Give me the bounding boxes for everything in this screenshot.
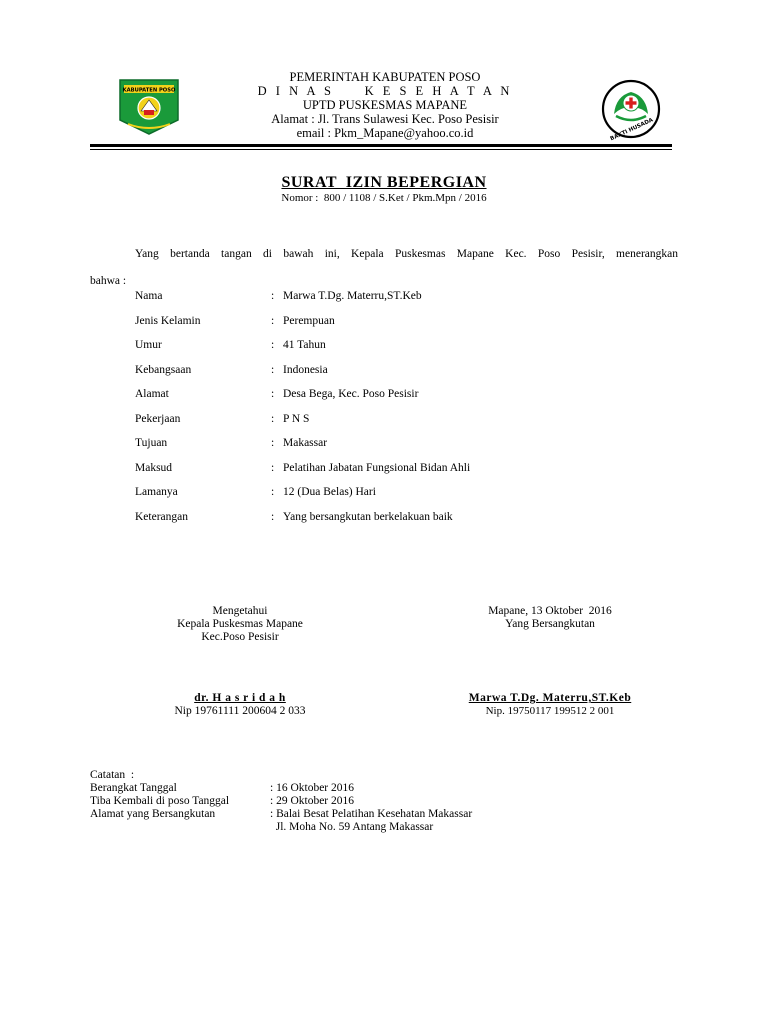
field-value: 12 (Dua Belas) Hari bbox=[283, 486, 376, 498]
field-colon: : bbox=[271, 339, 275, 351]
notes-heading: Catatan : bbox=[90, 769, 135, 781]
field-colon: : bbox=[271, 388, 275, 400]
bakti-husada-logo-icon bbox=[600, 76, 662, 142]
note-row-departure bbox=[90, 782, 355, 795]
field-colon: : bbox=[271, 462, 275, 474]
field-value: Makassar bbox=[283, 437, 328, 449]
field-value: 41 Tahun bbox=[283, 339, 326, 351]
signature-head-district: Kec.Poso Pesisir bbox=[201, 631, 279, 643]
note-value: : 29 Oktober 2016 bbox=[270, 795, 355, 807]
note-label: Berangkat Tanggal bbox=[90, 782, 177, 794]
notes-section bbox=[90, 769, 473, 834]
intro-line-1: Yang bertanda tangan di bawah ini, Kepala Puskesmas Mapane Kec. Poso Pesisir, menerangkan bbox=[135, 248, 678, 260]
letterhead-divider-thin bbox=[90, 149, 672, 150]
signature-place-date: Mapane, 13 Oktober 2016 bbox=[488, 605, 612, 617]
head-signatory-nip: Nip 19761111 200604 2 033 bbox=[174, 705, 306, 717]
field-label: Jenis Kelamin bbox=[135, 315, 201, 327]
field-value: P N S bbox=[283, 413, 310, 425]
letterhead-unit: UPTD PUSKESMAS MAPANE bbox=[302, 98, 468, 112]
note-value: : Balai Besat Pelatihan Kesehatan Makassar bbox=[270, 808, 473, 820]
field-colon: : bbox=[271, 486, 275, 498]
signature-applicant-title: Yang Bersangkutan bbox=[505, 618, 595, 630]
field-label: Tujuan bbox=[135, 437, 168, 449]
applicant-signatory-nip: Nip. 19750117 199512 2 001 bbox=[485, 705, 615, 717]
field-label: Keterangan bbox=[135, 511, 188, 523]
field-value: Marwa T.Dg. Materru,ST.Keb bbox=[283, 290, 422, 302]
letterhead-divider-thick bbox=[90, 144, 672, 147]
field-value: Desa Bega, Kec. Poso Pesisir bbox=[283, 388, 419, 400]
document-title: SURAT IZIN BEPERGIAN bbox=[281, 174, 487, 191]
intro-paragraph bbox=[90, 241, 678, 295]
head-signatory-name-block bbox=[140, 692, 340, 704]
field-label: Kebangsaan bbox=[135, 364, 192, 376]
field-value: Perempuan bbox=[283, 315, 335, 327]
letterhead-department: D I N A S K E S E H A T A N bbox=[257, 84, 513, 98]
field-label: Alamat bbox=[135, 388, 169, 400]
field-label: Nama bbox=[135, 290, 163, 302]
intro-line-2: bahwa : bbox=[90, 275, 127, 287]
note-label: Tiba Kembali di poso Tanggal bbox=[90, 795, 230, 807]
head-signatory-name: dr. H a s r i d a h bbox=[194, 692, 286, 704]
field-colon: : bbox=[271, 364, 275, 376]
field-value: Indonesia bbox=[283, 364, 328, 376]
field-colon: : bbox=[271, 413, 275, 425]
emblem-top-text: KABUPATEN POSO bbox=[122, 87, 176, 94]
note-label: Alamat yang Bersangkutan bbox=[90, 808, 216, 820]
field-label: Lamanya bbox=[135, 486, 178, 498]
note-value: Jl. Moha No. 59 Antang Makassar bbox=[270, 821, 434, 833]
note-row-address-cont bbox=[90, 821, 434, 834]
field-value: Pelatihan Jabatan Fungsional Bidan Ahli bbox=[283, 462, 471, 474]
note-row-address bbox=[90, 808, 473, 821]
bakti-husada-text: BAKTI HUSADA bbox=[609, 117, 655, 142]
note-row-return bbox=[90, 795, 355, 808]
document-number: Nomor : 800 / 1108 / S.Ket / Pkm.Mpn / 2016 bbox=[281, 192, 487, 204]
field-colon: : bbox=[271, 511, 275, 523]
note-value: : 16 Oktober 2016 bbox=[270, 782, 355, 794]
letterhead-email: email : Pkm_Mapane@yahoo.co.id bbox=[296, 126, 474, 140]
applicant-name-block bbox=[440, 692, 660, 704]
signature-head-title: Kepala Puskesmas Mapane bbox=[177, 618, 303, 630]
field-label: Maksud bbox=[135, 462, 173, 474]
applicant-signatory-name: Marwa T.Dg. Materru,ST.Keb bbox=[468, 692, 632, 704]
field-label: Umur bbox=[135, 339, 162, 351]
signature-block-head bbox=[140, 605, 340, 644]
field-colon: : bbox=[271, 437, 275, 449]
letterhead-government: PEMERINTAH KABUPATEN POSO bbox=[289, 70, 481, 84]
letterhead-address: Alamat : Jl. Trans Sulawesi Kec. Poso Pesisir bbox=[271, 112, 499, 126]
kabupaten-poso-emblem-icon bbox=[116, 76, 182, 136]
field-colon: : bbox=[271, 315, 275, 327]
field-colon: : bbox=[271, 290, 275, 302]
signature-acknowledged: Mengetahui bbox=[212, 605, 268, 617]
field-value: Yang bersangkutan berkelakuan baik bbox=[283, 511, 453, 523]
signature-block-applicant bbox=[440, 605, 660, 631]
letterhead bbox=[180, 70, 590, 140]
field-label: Pekerjaan bbox=[135, 413, 181, 425]
